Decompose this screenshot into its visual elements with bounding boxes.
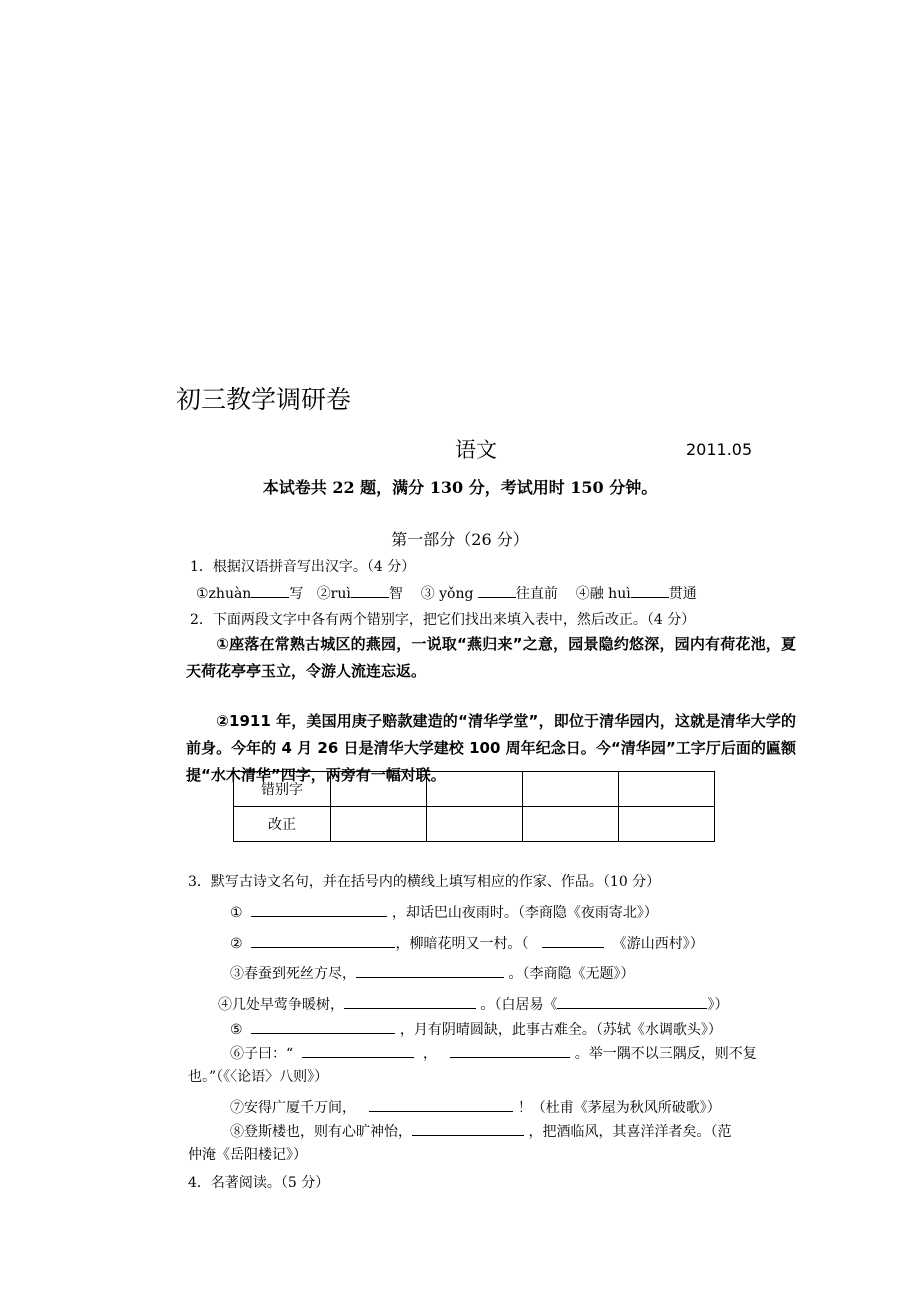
answer-cell[interactable] (619, 807, 715, 842)
q3-blank-4[interactable] (344, 994, 476, 1009)
q3-line-3 (230, 963, 634, 983)
q3-stem: 3．默写古诗文名句，并在括号内的横线上填写相应的作家、作品。（10 分） (188, 874, 661, 890)
q1-blank-4[interactable] (631, 583, 669, 598)
answer-cell[interactable] (523, 807, 619, 842)
q3-line-1 (230, 902, 658, 922)
q1-blank-2[interactable] (351, 583, 389, 598)
q3-line-4-end: 》） (707, 997, 729, 1013)
q1-item-3: ③ yǒng (420, 586, 474, 602)
correction-table (233, 771, 715, 842)
q3-line-7-text: ⑦安得广厦千万间， (230, 1100, 356, 1116)
exam-date: 2011.05 (686, 440, 753, 459)
q1-item-1: ①zhuàn (196, 586, 252, 602)
exam-title: 初三教学调研卷 (176, 385, 352, 414)
q3-blank-6b[interactable] (450, 1043, 570, 1058)
q3-line-5 (230, 1019, 722, 1039)
q1-item-4-tail: 贯通 (668, 586, 697, 602)
table-row (234, 772, 715, 807)
q3-line-8 (230, 1121, 731, 1141)
q3-line-1-num: ① (230, 905, 243, 921)
q3-line-8-tail: ，把酒临风，其喜洋洋者矣。（范 (528, 1124, 732, 1140)
answer-cell[interactable] (331, 807, 427, 842)
table-header-correct: 改正 (234, 807, 331, 842)
q3-blank-5[interactable] (251, 1019, 395, 1034)
q3-line-5-num: ⑤ (230, 1022, 243, 1038)
q4-stem: 4．名著阅读。（5 分） (188, 1175, 330, 1191)
q3-line-4-source: 。（白居易《 (480, 997, 558, 1013)
exam-info: 本试卷共 22 题，满分 130 分，考试用时 150 分钟。 (262, 478, 658, 497)
q3-line-6 (230, 1043, 757, 1063)
q3-blank-8[interactable] (412, 1121, 524, 1136)
table-header-wrong: 错别字 (234, 772, 331, 807)
q3-line-8-text: ⑧登斯楼也，则有心旷神怡， (230, 1124, 412, 1140)
q3-line-5-text: ，月有阴晴圆缺，此事古难全。（苏轼《水调歌头》） (399, 1022, 722, 1038)
q3-line-4 (218, 994, 728, 1014)
q2-paragraph-1 (186, 631, 796, 685)
answer-cell[interactable] (427, 772, 523, 807)
q3-line-7 (230, 1097, 721, 1117)
q3-line-7-source: ！（杜甫《茅屋为秋风所破歌》） (517, 1100, 721, 1116)
part1-title: 第一部分（26 分） (391, 530, 529, 549)
q3-blank-6a[interactable] (302, 1043, 414, 1058)
q3-blank-2-author[interactable] (542, 933, 604, 948)
table-row (234, 807, 715, 842)
q1-item-4: ④融 huì (575, 586, 631, 602)
q3-blank-2[interactable] (251, 933, 395, 948)
q3-line-2-num: ② (230, 936, 243, 952)
q3-line-6-cont: 也。”（《〈论语〉八则》） (188, 1069, 329, 1085)
q2-paragraph-1-text: ①座落在常熟古城区的燕园，一说取“燕归来”之意，园景隐约悠深，园内有荷花池，夏天荷花亭亭玉立，令游人流连忘返。 (186, 635, 796, 680)
q3-blank-3[interactable] (356, 963, 504, 978)
q3-line-1-text: ，却话巴山夜雨时。（李商隐《夜雨寄北》） (391, 905, 658, 921)
q3-line-6-comma: ， (422, 1046, 437, 1062)
answer-cell[interactable] (523, 772, 619, 807)
q3-line-6-text: ⑥子曰：“ (230, 1046, 294, 1062)
subject-title: 语文 (455, 438, 497, 462)
answer-cell[interactable] (619, 772, 715, 807)
q3-line-2-text: ，柳暗花明又一村。（ (395, 936, 529, 952)
q1-item-3-tail: 往直前 (515, 586, 558, 602)
q2-paragraph-2-text: ②1911 年，美国用庚子赔款建造的“清华学堂”，即位于清华园内，这就是清华大学的前身。今年的 4 月 26 日是清华大学建校 100 周年纪念日。今“清华园”工字厅后面的匾额提“水木清华”四字，两旁有一幅对联。 (186, 712, 796, 784)
q3-line-4-text: ④几处早莺争暖树， (218, 997, 344, 1013)
q1-item-2-tail: 智 (388, 586, 403, 602)
q3-blank-7[interactable] (369, 1097, 513, 1112)
q1-items (196, 583, 697, 603)
q1-item-2: ②ruì (316, 586, 351, 602)
q1-stem: 1．根据汉语拼音写出汉字。（4 分） (190, 559, 416, 575)
q3-line-2 (230, 933, 704, 953)
q3-line-6-tail: 。举一隅不以三隅反，则不复 (574, 1046, 757, 1062)
answer-cell[interactable] (331, 772, 427, 807)
answer-cell[interactable] (427, 807, 523, 842)
q1-item-1-tail: 写 (289, 586, 304, 602)
q3-blank-1[interactable] (251, 902, 387, 917)
q3-line-2-source: 《游山西村》） (612, 936, 704, 952)
q3-line-8-cont: 仲淹《岳阳楼记》） (188, 1147, 307, 1163)
q1-blank-3[interactable] (478, 583, 516, 598)
q3-line-3-source: 。（李商隐《无题》） (508, 966, 635, 982)
q1-blank-1[interactable] (251, 583, 289, 598)
q3-line-3-text: ③春蚕到死丝方尽， (230, 966, 356, 982)
q3-blank-4-title[interactable] (557, 994, 707, 1009)
q2-stem: 2．下面两段文字中各有两个错别字，把它们找出来填入表中，然后改正。（4 分） (190, 612, 696, 628)
